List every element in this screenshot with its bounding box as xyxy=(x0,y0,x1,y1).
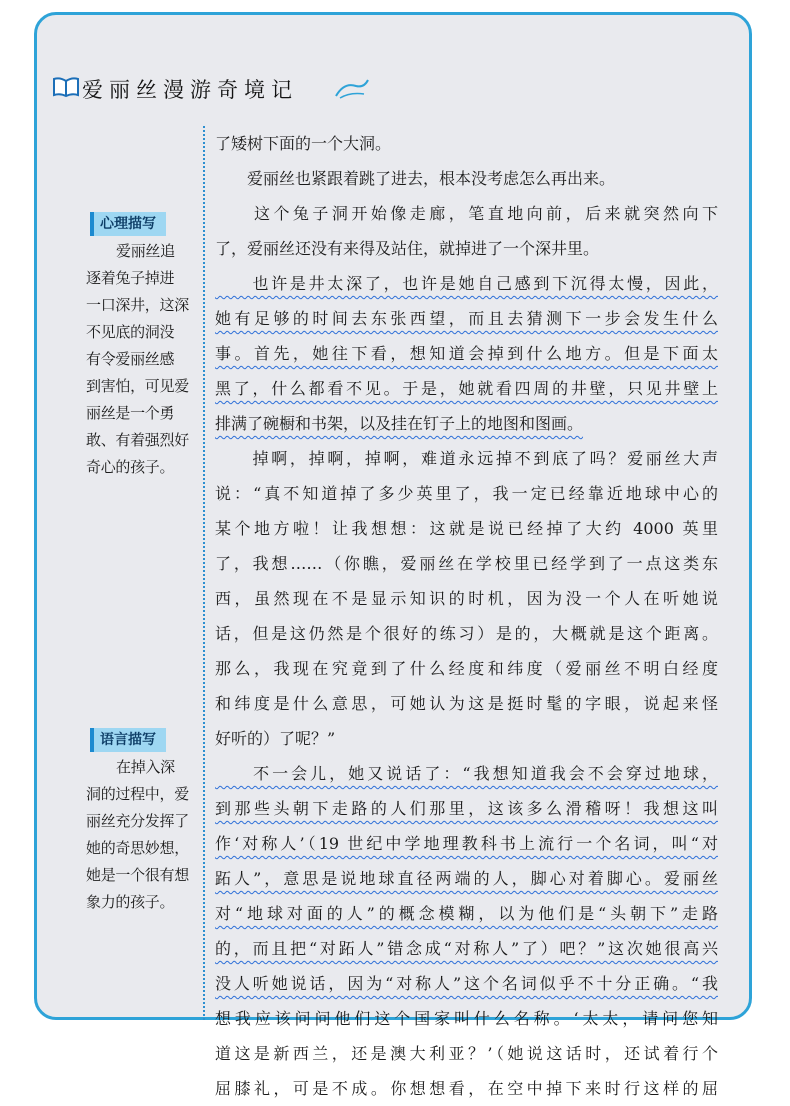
side-note-psychology xyxy=(86,212,192,481)
body-line xyxy=(215,1036,718,1071)
note-tag: 语言描写 xyxy=(90,728,166,752)
note-line: 有令爱丽丝感 xyxy=(86,350,175,368)
page-header xyxy=(52,74,452,114)
body-line xyxy=(215,966,718,1001)
body-line-text: 的，而且把“对跖人”错念成“对称人”了）吧？”这次她很高兴 xyxy=(215,939,718,958)
body-line-text: 某个地方啦！让我想想：这就是说已经掉了大约 4000 英里 xyxy=(215,519,718,538)
body-line xyxy=(215,651,718,686)
body-line-text: 事。首先，她往下看，想知道会掉到什么地方。但是下面太 xyxy=(215,344,718,363)
body-line xyxy=(215,896,718,931)
note-line: 象力的孩子。 xyxy=(86,893,175,911)
body-line xyxy=(215,266,718,301)
body-line xyxy=(215,756,718,791)
body-line xyxy=(215,231,718,266)
side-note-language xyxy=(86,728,192,916)
body-line-text: 话，但是这仍然是个很好的练习）是的，大概就是这个距离。 xyxy=(215,624,718,643)
body-line-text: 了，爱丽丝还没有来得及站住，就掉进了一个深井里。 xyxy=(215,239,600,258)
note-line: 爱丽丝追 xyxy=(116,242,175,260)
note-line: 她是一个很有想 xyxy=(86,866,189,884)
body-line-text: 掉啊，掉啊，掉啊，难道永远掉不到底了吗？爱丽丝大声 xyxy=(215,449,718,468)
body-line-text: 不一会儿，她又说话了：“我想知道我会不会穿过地球， xyxy=(215,764,718,783)
body-line xyxy=(215,161,718,196)
note-line: 逐着兔子掉进 xyxy=(86,269,175,287)
note-line: 不见底的洞没 xyxy=(86,323,175,341)
body-line-text: 屈膝礼，可是不成。你想想看，在空中掉下来时行这样的屈 xyxy=(215,1079,718,1098)
note-line: 洞的过程中，爱 xyxy=(86,785,189,803)
body-line-text: 没人听她说话，因为“对称人”这个名词似乎不十分正确。“我 xyxy=(215,974,718,993)
body-line-text: 和纬度是什么意思，可她认为这是挺时髦的字眼，说起来怪 xyxy=(215,694,718,713)
open-book-icon xyxy=(52,76,80,98)
note-line: 丽丝充分发挥了 xyxy=(86,812,189,830)
body-line xyxy=(215,581,718,616)
body-line xyxy=(215,371,718,406)
body-line xyxy=(215,686,718,721)
margin-divider xyxy=(203,126,205,1020)
body-line-text: 到那些头朝下走路的人们那里，这该多么滑稽呀！我想这叫 xyxy=(215,799,718,818)
body-line-text: 说：“真不知道掉了多少英里了，我一定已经靠近地球中心的 xyxy=(215,484,718,503)
body-line-text: 作‘对称人’（19 世纪中学地理教科书上流行一个名词，叫“对 xyxy=(215,834,718,853)
body-line xyxy=(215,791,718,826)
quill-flourish-icon xyxy=(334,78,370,100)
body-line-text: 这个兔子洞开始像走廊，笔直地向前，后来就突然向下 xyxy=(215,204,718,223)
body-line xyxy=(215,511,718,546)
note-line: 奇心的孩子。 xyxy=(86,458,175,476)
body-line-text: 跖人”，意思是说地球直径两端的人，脚心对着脚心。爱丽丝 xyxy=(215,869,718,888)
body-line-text: 了矮树下面的一个大洞。 xyxy=(215,134,392,153)
body-line-text: 那么，我现在究竟到了什么经度和纬度（爱丽丝不明白经度 xyxy=(215,659,718,678)
body-line xyxy=(215,546,718,581)
body-line xyxy=(215,826,718,861)
body-line xyxy=(215,336,718,371)
body-line-text: 黑了，什么都看不见。于是，她就看四周的井壁，只见井壁上 xyxy=(215,379,718,398)
body-line xyxy=(215,1071,718,1106)
body-line xyxy=(215,406,718,441)
body-line xyxy=(215,196,718,231)
note-tag: 心理描写 xyxy=(90,212,166,236)
body-line-text: 也许是井太深了，也许是她自己感到下沉得太慢，因此， xyxy=(215,274,718,293)
note-line: 到害怕，可见爱 xyxy=(86,377,189,395)
body-line xyxy=(215,441,718,476)
note-line: 在掉入深 xyxy=(116,758,175,776)
body-line xyxy=(215,126,718,161)
body-line-text: 排满了碗橱和书架，以及挂在钉子上的地图和图画。 xyxy=(215,414,584,433)
body-line xyxy=(215,301,718,336)
book-title: 爱丽丝漫游奇境记 xyxy=(82,78,298,102)
body-line-text: 道这是新西兰，还是澳大利亚？’（她说这话时，还试着行个 xyxy=(215,1044,718,1063)
body-line-text: 西，虽然现在不是显示知识的时机，因为没一个人在听她说 xyxy=(215,589,718,608)
body-line-text: 爱丽丝也紧跟着跳了进去，根本没考虑怎么再出来。 xyxy=(215,169,616,188)
body-line xyxy=(215,861,718,896)
body-line xyxy=(215,1001,718,1036)
body-line-text: 想我应该问问他们这个国家叫什么名称。‘太太，请问您知 xyxy=(215,1009,718,1028)
body-line xyxy=(215,931,718,966)
body-text xyxy=(215,126,718,1106)
body-line xyxy=(215,476,718,511)
body-line-text: 对“地球对面的人”的概念模糊，以为他们是“头朝下”走路 xyxy=(215,904,718,923)
body-line-text: 了，我想……（你瞧，爱丽丝在学校里已经学到了一点这类东 xyxy=(215,554,718,573)
note-line: 敢、有着强烈好 xyxy=(86,431,189,449)
body-line xyxy=(215,616,718,651)
body-line-text: 她有足够的时间去东张西望，而且去猜测下一步会发生什么 xyxy=(215,309,718,328)
note-line: 丽丝是一个勇 xyxy=(86,404,175,422)
body-line-text: 好听的）了呢？” xyxy=(215,729,336,748)
note-line: 她的奇思妙想， xyxy=(86,839,189,857)
note-line: 一口深井，这深 xyxy=(86,296,189,314)
body-line xyxy=(215,721,718,756)
